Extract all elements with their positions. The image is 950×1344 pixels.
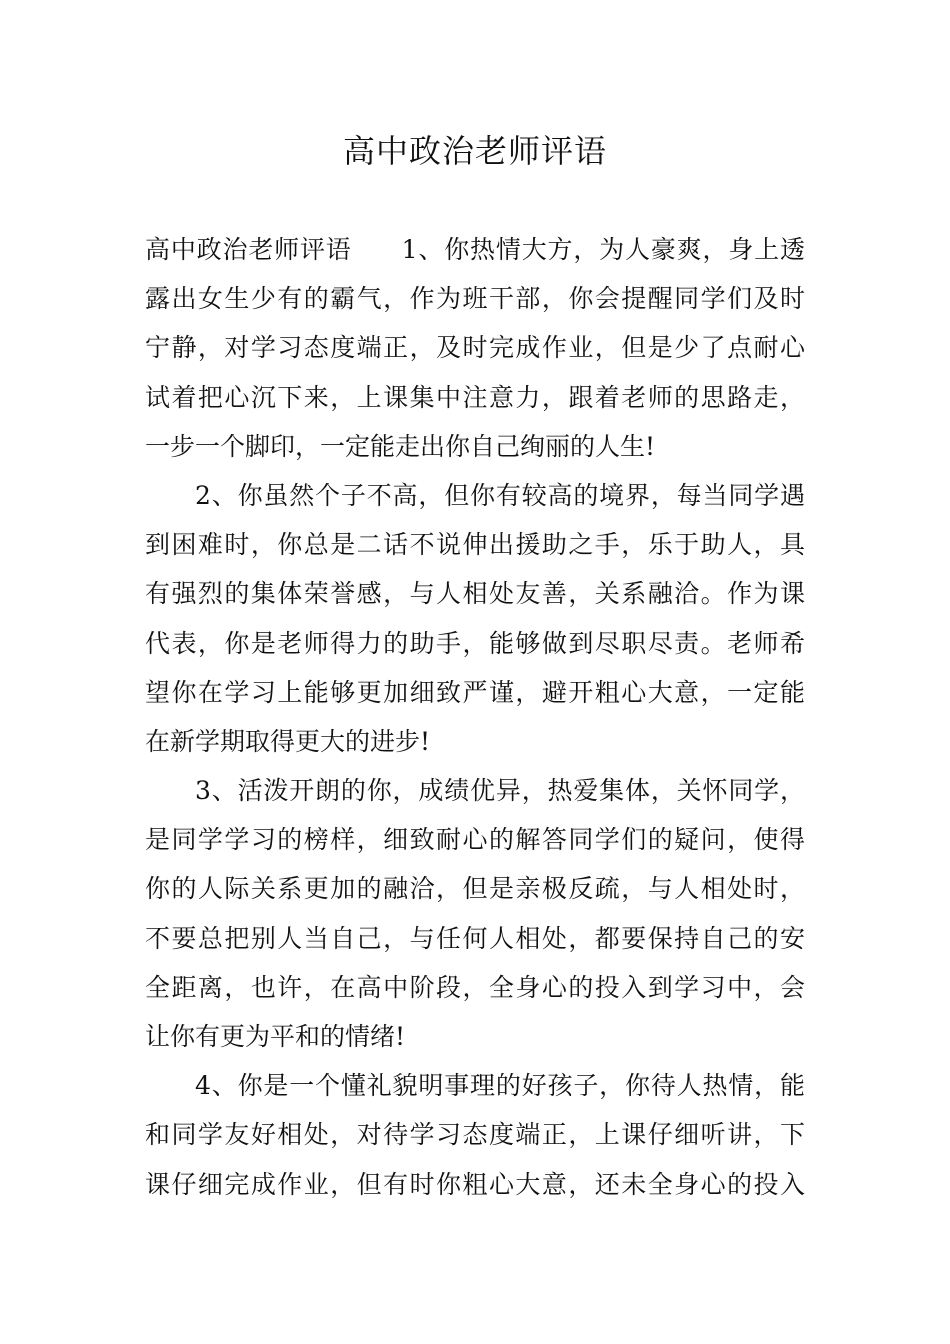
document-body xyxy=(145,230,805,1214)
body-line: 课仔细完成作业，但有时你粗心大意，还未全身心的投入 xyxy=(145,1169,805,1199)
body-line: 和同学友好相处，对待学习态度端正，上课仔细听讲，下 xyxy=(145,1120,805,1150)
body-line: 一步一个脚印，一定能走出你自己绚丽的人生! xyxy=(145,431,656,461)
body-line: 让你有更为平和的情绪! xyxy=(145,1022,406,1051)
body-line: 2、你虽然个子不高，但你有较高的境界，每当同学遇 xyxy=(195,480,805,510)
body-line: 3、活泼开朗的你，成绩优异，热爱集体，关怀同学， xyxy=(195,776,805,806)
inline-heading: 高中政治老师评语 xyxy=(145,235,352,264)
body-line: 4、你是一个懂礼貌明事理的好孩子，你待人热情，能 xyxy=(195,1071,805,1101)
body-line: 宁静，对学习态度端正，及时完成作业，但是少了点耐心 xyxy=(145,333,805,363)
body-line: 代表，你是老师得力的助手，能够做到尽职尽责。老师希 xyxy=(145,628,805,658)
body-text: 1、你热情大方，为人豪爽，身上透 xyxy=(401,235,805,264)
body-line: 望你在学习上能够更加细致严谨，避开粗心大意，一定能 xyxy=(145,677,805,707)
body-line: 有强烈的集体荣誉感，与人相处友善，关系融洽。作为课 xyxy=(145,579,805,609)
body-line: 全距离，也许，在高中阶段，全身心的投入到学习中，会 xyxy=(145,972,805,1002)
body-line: 你的人际关系更加的融洽，但是亲极反疏，与人相处时， xyxy=(145,874,805,904)
body-line: 不要总把别人当自己，与任何人相处，都要保持自己的安 xyxy=(145,923,805,953)
page-title: 高中政治老师评语 xyxy=(342,132,607,170)
body-line: 到困难时，你总是二话不说伸出援助之手，乐于助人，具 xyxy=(145,530,805,560)
body-line: 在新学期取得更大的进步! xyxy=(145,726,431,756)
body-line: 试着把心沉下来，上课集中注意力，跟着老师的思路走， xyxy=(145,382,805,412)
body-line: 露出女生少有的霸气，作为班干部，你会提醒同学们及时 xyxy=(145,284,805,314)
body-line: 是同学学习的榜样，细致耐心的解答同学们的疑问，使得 xyxy=(145,825,805,855)
body-line xyxy=(145,230,805,279)
